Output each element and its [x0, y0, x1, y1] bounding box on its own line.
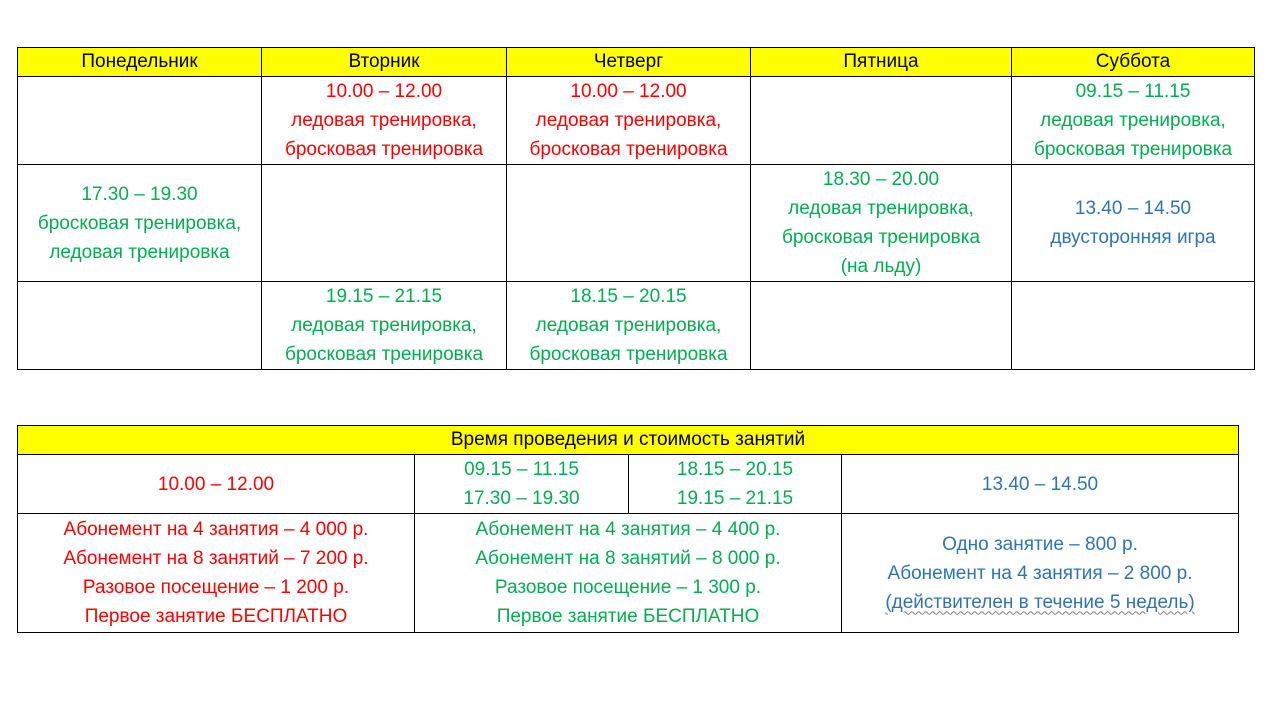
time-text: 09.15 – 11.15 — [464, 459, 579, 480]
session-time: 17.30 – 19.30 — [81, 183, 198, 205]
prices-header-row — [18, 426, 1239, 455]
cost-line: Абонемент на 4 занятия – 2 800 р. — [887, 562, 1193, 584]
session-description: ледовая тренировка, — [535, 110, 722, 131]
schedule-cell — [18, 165, 262, 282]
time-text: 17.30 – 19.30 — [463, 488, 580, 509]
session-description: ледовая тренировка, — [291, 315, 477, 336]
schedule-cell — [262, 77, 507, 165]
time-cell-green-a — [415, 455, 629, 514]
schedule-cell — [507, 282, 751, 370]
schedule-cell — [751, 165, 1012, 282]
cost-line: Разовое посещение – 1 300 р. — [494, 577, 762, 598]
session-description: бросковая тренировка, — [37, 212, 242, 234]
day-header-monday: Понедельник — [18, 48, 262, 77]
schedule-cell — [1012, 282, 1255, 370]
day-header-friday: Пятница — [751, 48, 1012, 77]
cost-line: Абонемент на 8 занятий – 8 000 р. — [475, 548, 781, 569]
cost-line: Абонемент на 4 занятия – 4 000 р. — [63, 519, 369, 540]
schedule-cell — [1012, 77, 1255, 165]
cost-cell-blue — [842, 514, 1239, 633]
session-time: 19.15 – 21.15 — [325, 286, 443, 307]
prices-table — [17, 425, 1239, 633]
cost-line: Первое занятие БЕСПЛАТНО — [496, 606, 760, 627]
time-cell-blue — [842, 455, 1239, 514]
cost-line: (действителен в течение 5 недель) — [885, 591, 1195, 613]
session-time: 13.40 – 14.50 — [1074, 198, 1192, 219]
schedule-header-row — [18, 48, 1255, 77]
session-description: бросковая тренировка — [781, 227, 981, 248]
schedule-cell — [262, 165, 507, 282]
session-description: ледовая тренировка, — [291, 110, 477, 131]
day-header-tuesday: Вторник — [262, 48, 507, 77]
session-description: бросковая тренировка — [284, 344, 484, 365]
cost-cell-green — [415, 514, 842, 633]
session-description: бросковая тренировка — [529, 344, 728, 365]
session-description: бросковая тренировка — [529, 139, 728, 160]
time-cell-red — [18, 455, 415, 514]
schedule-cell — [507, 165, 751, 282]
session-description: ледовая тренировка, — [535, 315, 722, 336]
cost-line: Абонемент на 4 занятия – 4 400 р. — [475, 519, 781, 540]
prices-costs-row — [18, 514, 1239, 633]
schedule-row — [18, 77, 1255, 165]
session-description: бросковая тренировка — [284, 139, 484, 160]
schedule-row — [18, 165, 1255, 282]
day-header-thursday: Четверг — [507, 48, 751, 77]
prices-title: Время проведения и стоимость занятий — [18, 426, 1239, 455]
schedule-cell — [507, 77, 751, 165]
session-description: ледовая тренировка, — [1040, 110, 1226, 131]
session-time: 18.30 – 20.00 — [822, 169, 940, 190]
cost-line: Разовое посещение – 1 200 р. — [82, 577, 350, 598]
schedule-cell — [751, 77, 1012, 165]
cost-line: Первое занятие БЕСПЛАТНО — [84, 606, 348, 627]
session-time: 09.15 – 11.15 — [1075, 81, 1191, 102]
time-text: 18.15 – 20.15 — [676, 459, 794, 480]
session-time: 10.00 – 12.00 — [325, 81, 443, 102]
cost-line: Абонемент на 8 занятий – 7 200 р. — [63, 548, 369, 569]
prices-times-row — [18, 455, 1239, 514]
session-description: (на льду) — [840, 256, 922, 277]
day-header-saturday: Суббота — [1012, 48, 1255, 77]
time-cell-green-b — [629, 455, 842, 514]
session-description: ледовая тренировка, — [788, 198, 974, 219]
schedule-table — [17, 47, 1255, 370]
schedule-row — [18, 282, 1255, 370]
session-description: ледовая тренировка — [49, 241, 230, 263]
session-time: 10.00 – 12.00 — [570, 81, 687, 102]
schedule-cell — [262, 282, 507, 370]
session-description: двусторонняя игра — [1050, 227, 1216, 248]
schedule-cell — [751, 282, 1012, 370]
time-text: 13.40 – 14.50 — [981, 473, 1099, 495]
time-text: 10.00 – 12.00 — [157, 473, 275, 495]
schedule-cell — [18, 282, 262, 370]
session-time: 18.15 – 20.15 — [570, 286, 687, 307]
session-description: бросковая тренировка — [1033, 139, 1233, 160]
cost-cell-red — [18, 514, 415, 633]
time-text: 19.15 – 21.15 — [676, 488, 794, 509]
schedule-cell — [18, 77, 262, 165]
cost-line: Одно занятие – 800 р. — [942, 533, 1138, 555]
schedule-cell — [1012, 165, 1255, 282]
